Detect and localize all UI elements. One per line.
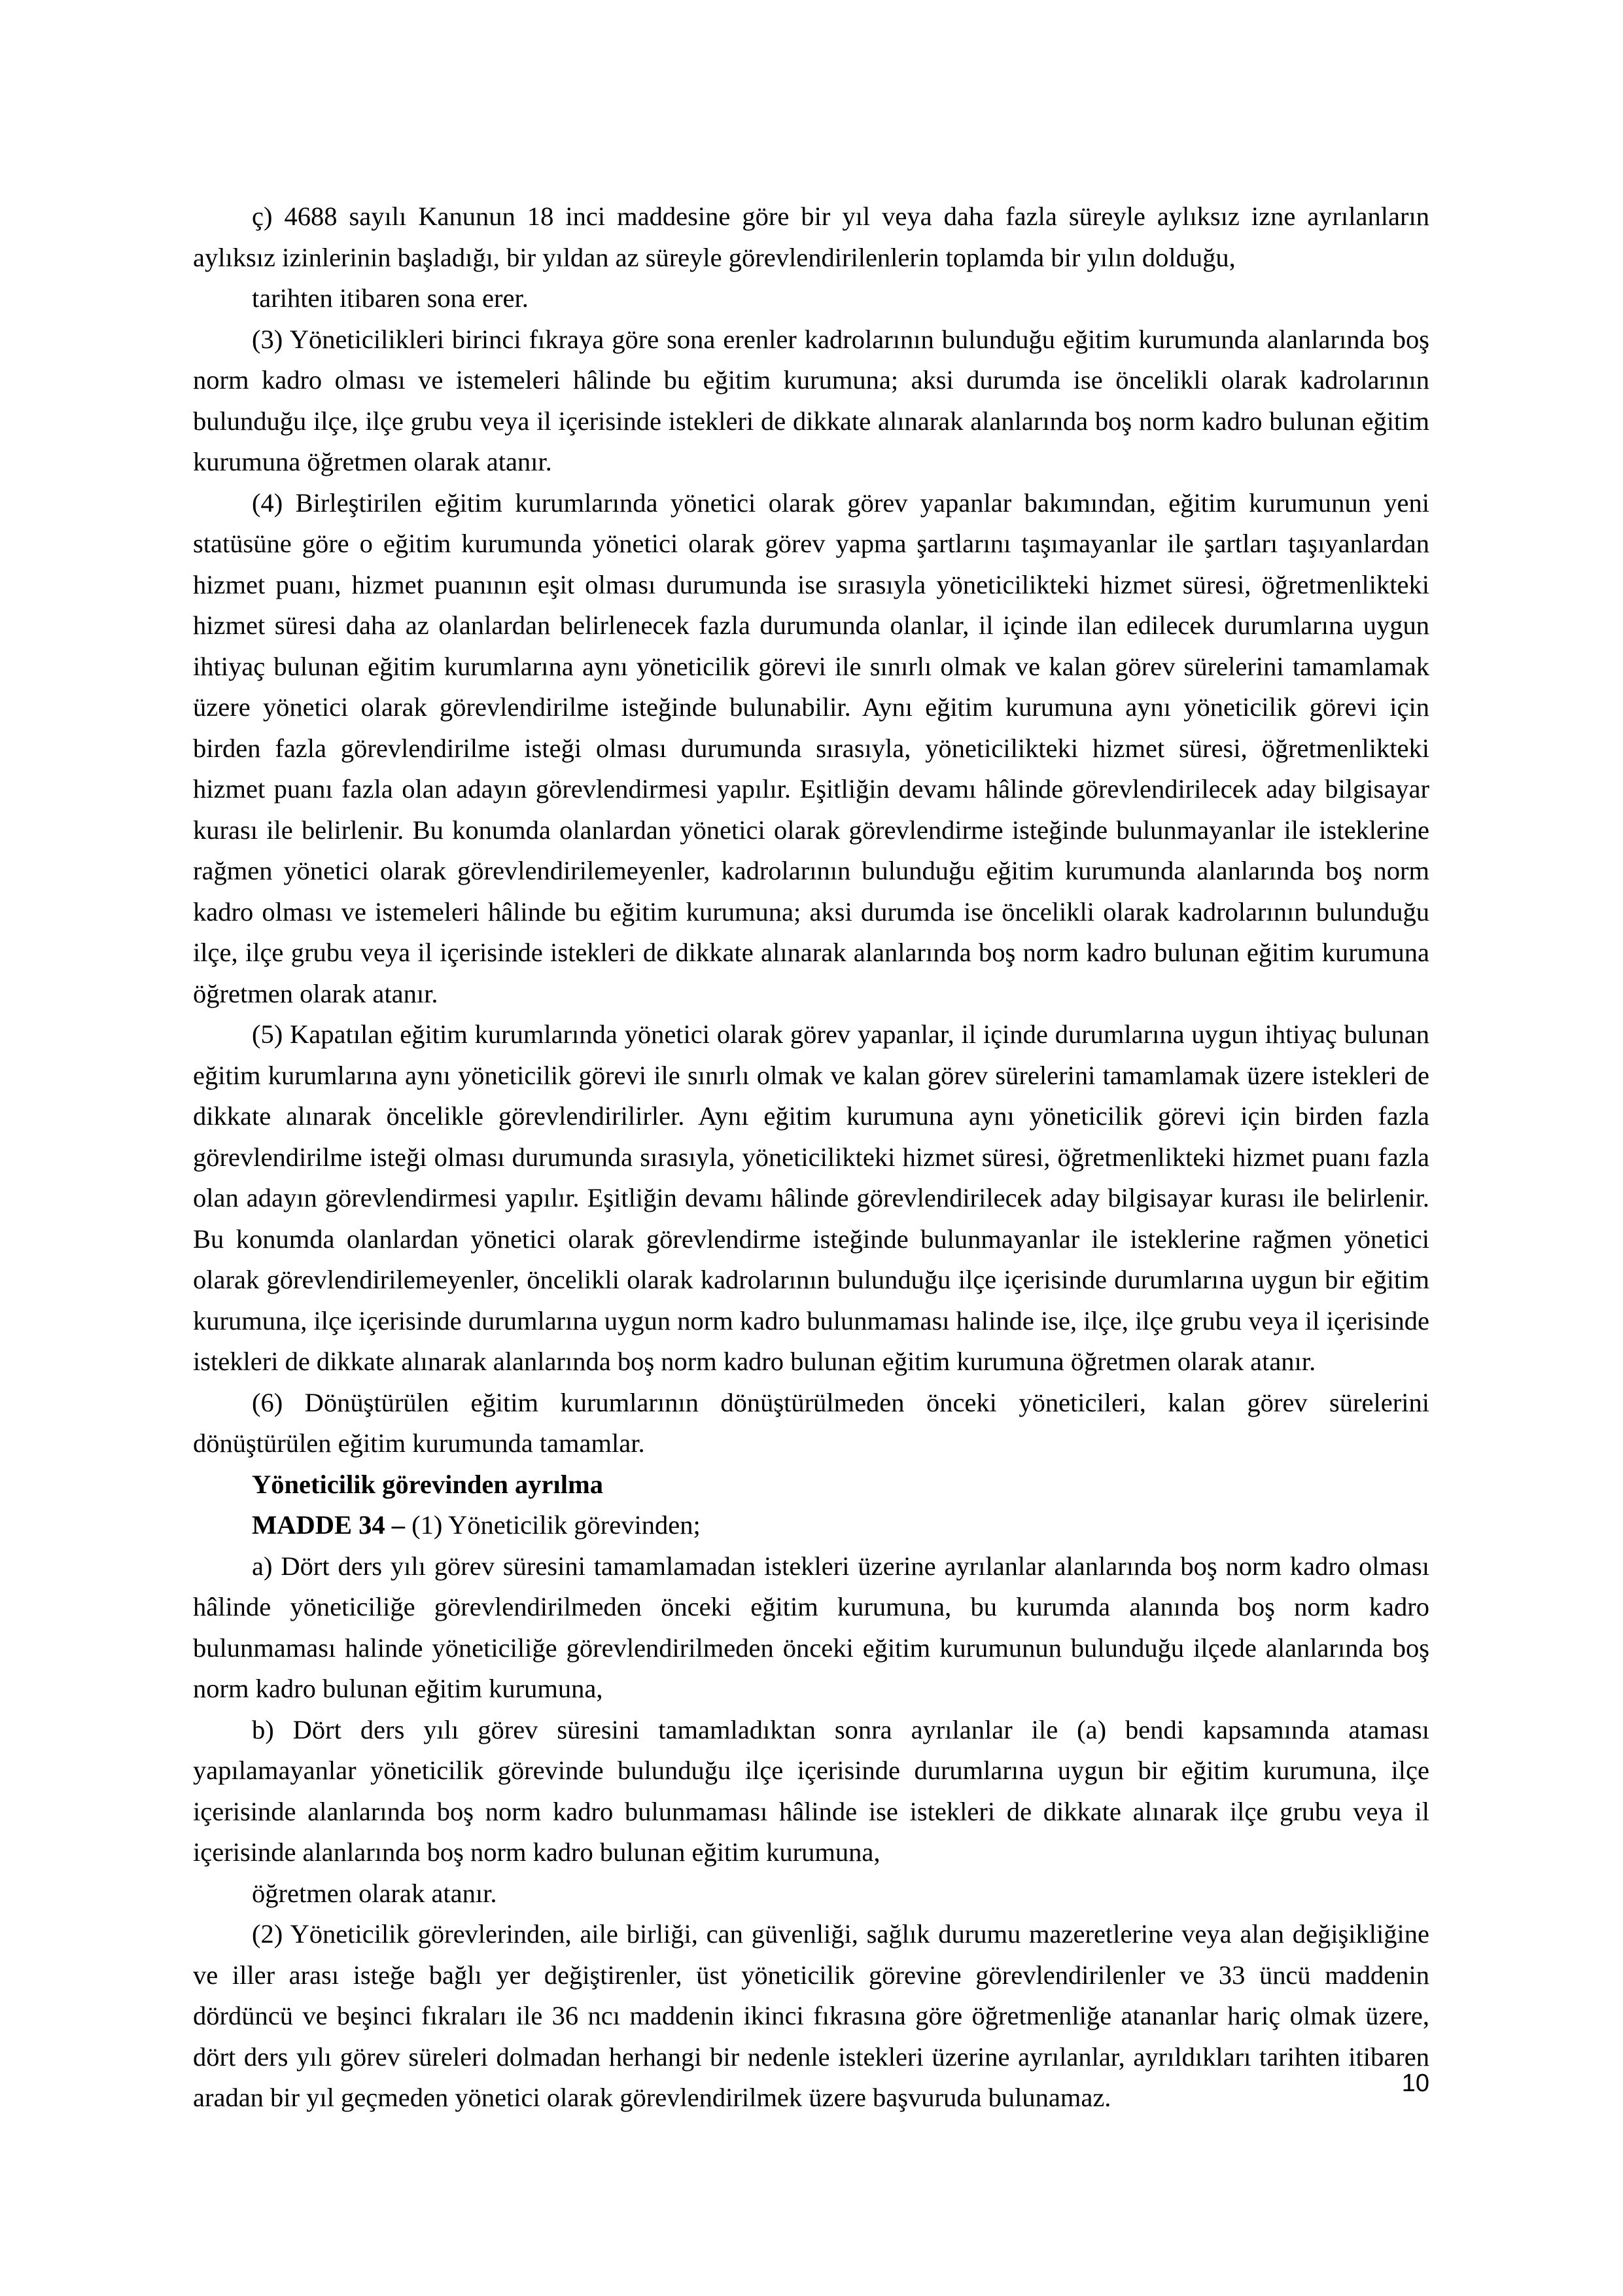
- paragraph-5: (5) Kapatılan eğitim kurumlarında yönetici olarak görev yapanlar, il içinde durumlarına uygun ihtiyaç bulunan eğitim kurumlarına aynı yöneticilik görevi ile sınırlı olmak ve kalan görev sürelerini tamamlamak üzere istekleri de dikkate alınarak öncelikle görevlendirilirler. Aynı eğitim kurumuna aynı yöneticilik görevi için birden fazla görevlendirilme isteği olması durumunda sırasıyla, yöneticilikteki hizmet süresi, öğretmenlikteki hizmet puanı fazla olan adayın görevlendirmesi yapılır. Eşitliğin devamı hâlinde görevlendirilecek aday bilgisayar kurası ile belirlenir. Bu konumda olanlardan yönetici olarak görevlendirme isteğinde bulunmayanlar ile isteklerine rağmen yönetici olarak görevlendirilemeyenler, öncelikli olarak kadrolarının bulunduğu ilçe içerisinde durumlarına uygun bir eğitim kurumuna, ilçe içerisinde durumlarına uygun norm kadro bulunmaması halinde ise, ilçe, ilçe grubu veya il içerisinde istekleri de dikkate alınarak alanlarında boş norm kadro bulunan eğitim kurumuna öğretmen olarak atanır.: [193, 1019, 1429, 1376]
- article-34-clause-a: a) Dört ders yılı görev süresini tamamlamadan istekleri üzerine ayrılanlar alanlarında boş norm kadro olması hâlinde yöneticiliğe görevlendirilmeden önceki eğitim kurumuna, bu kurumda alanında boş norm kadro bulunmaması halinde yöneticiliğe görevlendirilmeden önceki eğitim kurumunun bulunduğu ilçede alanlarında boş norm kadro bulunan eğitim kurumuna,: [193, 1551, 1429, 1703]
- paragraph-3: (3) Yöneticilikleri birinci fıkraya göre sona erenler kadrolarının bulunduğu eğitim kurumunda alanlarında boş norm kadro olması ve istemeleri hâlinde bu eğitim kurumuna; aksi durumda ise öncelikli olarak kadrolarının bulunduğu ilçe, ilçe grubu veya il içerisinde istekleri de dikkate alınarak alanlarında boş norm kadro bulunan eğitim kurumuna öğretmen olarak atanır.: [193, 324, 1429, 476]
- article-number-label: MADDE 34 –: [252, 1510, 412, 1540]
- article-intro-text: (1) Yöneticilik görevinden;: [411, 1510, 701, 1540]
- paragraph-6: (6) Dönüştürülen eğitim kurumlarının dönüştürülmeden önceki yöneticileri, kalan görev sürelerini dönüştürülen eğitim kurumunda tamamlar.: [193, 1387, 1429, 1458]
- paragraph-c-clause: ç) 4688 sayılı Kanunun 18 inci maddesine göre bir yıl veya daha fazla süreyle aylıksız izne ayrılanların aylıksız izinlerinin başladığı, bir yıldan az süreyle görevlendirilenlerin toplamda bir yılın dolduğu,: [193, 202, 1429, 272]
- article-34-closing: öğretmen olarak atanır.: [252, 1878, 497, 1908]
- section-heading-yoneticilik-gorevinden-ayrilma: Yöneticilik görevinden ayrılma: [252, 1469, 603, 1499]
- article-34-paragraph-2: (2) Yöneticilik görevlerinden, aile birliği, can güvenliği, sağlık durumu mazeretlerine veya alan değişikliğine ve iller arası isteğe bağlı yer değiştirenler, üst yöneticilik görevine görevlendirilenler ve 33 üncü maddenin dördüncü ve beşinci fıkraları ile 36 ncı maddenin ikinci fıkrasına göre öğretmenliğe atananlar hariç olmak üzere, dört ders yılı görev süreleri dolmadan herhangi bir nedenle istekleri üzerine ayrılanlar, ayrıldıkları tarihten itibaren aradan bir yıl geçmeden yönetici olarak görevlendirilmek üzere başvuruda bulunamaz.: [193, 1919, 1429, 2112]
- paragraph-4: (4) Birleştirilen eğitim kurumlarında yönetici olarak görev yapanlar bakımından, eğitim kurumunun yeni statüsüne göre o eğitim kurumunda yönetici olarak görev yapma şartlarını taşımayanlar ile şartları taşıyanlardan hizmet puanı, hizmet puanının eşit olması durumunda ise sırasıyla yöneticilikteki hizmet süresi, öğretmenlikteki hizmet süresi daha az olanlardan belirlenecek fazla durumunda olanlar, il içinde ilan edilecek durumlarına uygun ihtiyaç bulunan eğitim kurumlarına aynı yöneticilik görevi ile sınırlı olmak ve kalan görev sürelerini tamamlamak üzere yönetici olarak görevlendirilme isteğinde bulunabilir. Aynı eğitim kurumuna aynı yöneticilik görevi için birden fazla görevlendirilme isteği olması durumunda sırasıyla, yöneticilikteki hizmet süresi, öğretmenlikteki hizmet puanı fazla olan adayın görevlendirmesi yapılır. Eşitliğin devamı hâlinde görevlendirilecek aday bilgisayar kurası ile belirlenir. Bu konumda olanlardan yönetici olarak görevlendirme isteğinde bulunmayanlar ile isteklerine rağmen yönetici olarak görevlendirilemeyenler, kadrolarının bulunduğu eğitim kurumunda alanlarında boş norm kadro olması ve istemeleri hâlinde bu eğitim kurumuna; aksi durumda ise öncelikli olarak kadrolarının bulunduğu ilçe, ilçe grubu veya il içerisinde istekleri de dikkate alınarak alanlarında boş norm kadro bulunan eğitim kurumuna öğretmen olarak atanır.: [193, 487, 1429, 1008]
- paragraph-tarihten: tarihten itibaren sona erer.: [252, 283, 529, 313]
- page-number: 10: [1401, 2070, 1429, 2097]
- article-34-clause-b: b) Dört ders yılı görev süresini tamamladıktan sonra ayrılanlar ile (a) bendi kapsamında ataması yapılamayanlar yöneticilik görevinde bulunduğu ilçe içerisinde durumlarına uygun bir eğitim kurumuna, ilçe içerisinde alanlarında boş norm kadro bulunmaması hâlinde ise istekleri de dikkate alınarak ilçe grubu veya il içerisinde alanlarında boş norm kadro bulunan eğitim kurumuna,: [193, 1714, 1429, 1867]
- article-34-intro: [193, 1505, 1429, 1546]
- page-body: [193, 196, 1429, 2119]
